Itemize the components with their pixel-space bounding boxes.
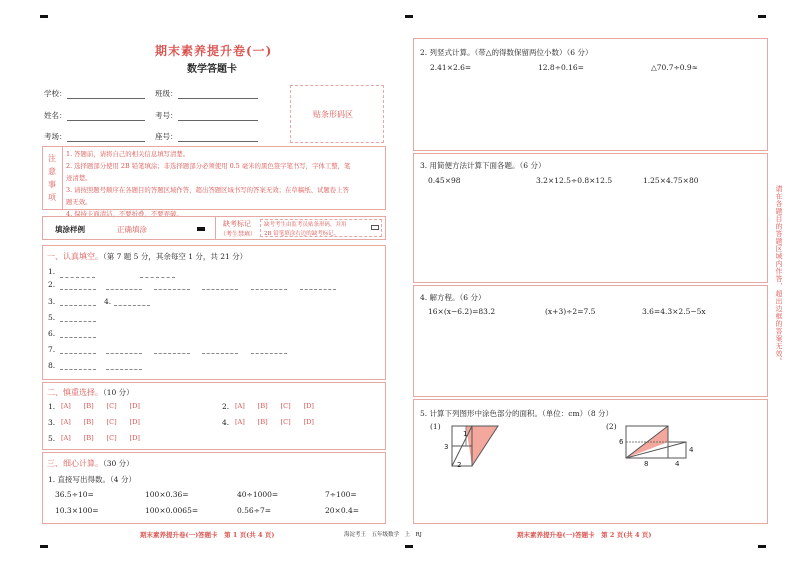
fill-example-label: 填涂样例 xyxy=(55,225,85,234)
figure-2-dim: 6 xyxy=(619,438,624,446)
figure-1-dim: 3 xyxy=(444,443,449,451)
calc-item: 20×0.4= xyxy=(325,506,360,515)
figure-1 xyxy=(438,420,508,470)
q4-title: 4. 解方程。（6 分） xyxy=(420,293,486,302)
registration-mark xyxy=(758,15,766,18)
answer-line[interactable] xyxy=(60,337,96,338)
q3-item: 1.25×4.75×80 xyxy=(643,176,699,185)
calc-item: 100×0.0065= xyxy=(145,506,199,515)
page-subtitle: 数学答题卡 xyxy=(187,64,237,75)
figure-1-label: (1) xyxy=(430,422,441,431)
footer-right: 期末素养提升卷(一)答题卡 第 2 页(共 4 页) xyxy=(517,531,652,539)
exam-no-field[interactable]: 考号： xyxy=(155,110,258,121)
answer-line[interactable] xyxy=(106,289,142,290)
q3-box xyxy=(413,153,768,283)
absent-checkbox[interactable] xyxy=(371,225,379,230)
section-3-title: 三、细心计算。 xyxy=(47,459,103,468)
q-number: 8. xyxy=(48,361,56,370)
answer-line[interactable] xyxy=(202,289,238,290)
absent-note-1: 缺考考生由监考员贴条形码，并用 xyxy=(264,222,347,228)
footer-left: 期末素养提升卷(一)答题卡 第 1 页(共 4 页) xyxy=(140,531,275,539)
q-number: 6. xyxy=(48,329,56,338)
q3-item: 0.45×98 xyxy=(428,176,461,185)
calc-item: 10.3×100= xyxy=(55,506,99,515)
answer-line[interactable] xyxy=(202,353,238,354)
q-number: 7. xyxy=(48,345,56,354)
registration-mark xyxy=(40,545,48,548)
registration-mark xyxy=(405,545,413,548)
q-number: 2. xyxy=(222,402,230,411)
name-field[interactable]: 姓名： xyxy=(44,110,145,121)
q-number: 5. xyxy=(48,434,56,443)
section-1-box xyxy=(42,245,386,380)
room-field[interactable]: 考场： xyxy=(44,131,145,142)
answer-line[interactable] xyxy=(60,369,96,370)
q2-title: 2. 列竖式计算。（带△的得数保留两位小数）（6 分） xyxy=(420,48,593,57)
figure-2-dim: 8 xyxy=(644,460,649,468)
q4-item: 3.6=4.3×2.5−5x xyxy=(642,307,706,316)
seat-field[interactable]: 座号： xyxy=(155,131,258,142)
notes-label: 注 意 事 项 xyxy=(48,154,56,202)
q3-title: 3. 用简便方法计算下面各题。（6 分） xyxy=(420,161,546,170)
q-number: 3. xyxy=(48,297,56,306)
q2-item: △70.7÷0.9≈ xyxy=(651,63,698,72)
absent-sub: （考生禁填） xyxy=(220,231,257,238)
q2-item: 12.8÷0.16= xyxy=(538,63,584,72)
fill-example-correct: 正确填涂 xyxy=(117,225,147,234)
barcode-label: 贴条形码区 xyxy=(313,110,353,119)
side-note: 请在各题目的答题区域内作答，超出边框的答案无效。 xyxy=(775,185,783,365)
choice-options[interactable]: [A] [B] [C] [D] xyxy=(235,402,314,410)
figure-2-dim: 4 xyxy=(689,446,694,454)
answer-line[interactable] xyxy=(106,353,142,354)
answer-line[interactable] xyxy=(60,321,96,322)
answer-line[interactable] xyxy=(251,289,287,290)
section-1-desc: （第 7 题 5 分，其余每空 1 分，共 21 分） xyxy=(103,252,248,261)
calc-question-1: 1. 直接写出得数。（4 分） xyxy=(48,475,136,484)
q4-item: (x+3)÷2=7.5 xyxy=(545,307,596,316)
calc-item: 7÷100= xyxy=(325,490,357,499)
answer-line[interactable] xyxy=(60,277,95,278)
q-number: 3. xyxy=(48,418,56,427)
notes-text: 1. 答题前，请将自己的相关信息填写清楚。 2. 选择题部分使用 2B 铅笔填涂；非选择题部分必须使用 0.5 毫米的黑色签字笔书写，字体工整，笔 迹清楚。 3. 请按照题号顺序在各题目的答题区域作答，超出答题区域书写的答案无效；在草稿纸、试题卷上答 题无效。 4. 保持卡面清洁，不要折叠，不要弄破。 xyxy=(66,150,351,218)
section-3-desc: （30 分） xyxy=(103,459,134,468)
absent-note-2: 2B 铅笔填涂右边的缺考标记。 xyxy=(264,231,340,237)
section-1-title: 一、认真填空。 xyxy=(47,252,103,261)
figure-1-dim: 2 xyxy=(457,461,462,469)
answer-line[interactable] xyxy=(300,289,336,290)
registration-mark xyxy=(40,15,48,18)
q-number: 4. xyxy=(104,297,112,306)
choice-options[interactable]: [A] [B] [C] [D] xyxy=(235,418,314,426)
section-2-title: 二、慎重选择。 xyxy=(47,388,103,397)
q-number: 1. xyxy=(48,267,56,276)
class-field[interactable]: 班级： xyxy=(155,88,258,99)
school-field[interactable]: 学校： xyxy=(44,88,145,99)
registration-mark xyxy=(758,545,766,548)
page-title: 期末素养提升卷(一) xyxy=(155,44,273,58)
answer-line[interactable] xyxy=(60,289,96,290)
q-number: 1. xyxy=(48,402,56,411)
q-number: 2. xyxy=(48,280,56,289)
figure-2 xyxy=(618,420,698,470)
absent-label: 缺考标记 xyxy=(223,220,251,228)
answer-line[interactable] xyxy=(154,353,190,354)
q2-item: 2.41×2.6= xyxy=(430,63,472,72)
calc-item: 100×0.36= xyxy=(145,490,189,499)
choice-options[interactable]: [A] [B] [C] [D] xyxy=(61,418,140,426)
answer-line[interactable] xyxy=(60,353,96,354)
q3-item: 3.2×12.5÷0.8×12.5 xyxy=(536,176,613,185)
section-2-desc: （10 分） xyxy=(103,388,134,397)
answer-line[interactable] xyxy=(114,305,150,306)
q-number: 5. xyxy=(48,313,56,322)
answer-line[interactable] xyxy=(154,289,190,290)
calc-item: 36.5÷10= xyxy=(55,490,94,499)
answer-line[interactable] xyxy=(106,369,142,370)
calc-item: 40÷1000= xyxy=(237,490,279,499)
choice-options[interactable]: [A] [B] [C] [D] xyxy=(61,402,140,410)
answer-line[interactable] xyxy=(140,277,175,278)
fill-example-mark xyxy=(197,227,205,231)
figure-2-label: (2) xyxy=(606,422,617,431)
footer-center: 海淀考王 五年级数学 上 RJ xyxy=(344,532,422,538)
figure-1-dim: 1 xyxy=(463,430,468,438)
answer-line[interactable] xyxy=(60,305,96,306)
q-number: 4. xyxy=(222,418,230,427)
figure-2-dim: 4 xyxy=(675,460,680,468)
answer-line[interactable] xyxy=(251,353,287,354)
calc-item: 0.56÷7= xyxy=(237,506,272,515)
q4-item: 16×(x−6.2)=83.2 xyxy=(428,307,496,316)
q5-title: 5. 计算下列图形中涂色部分的面积。（单位：cm）（8 分） xyxy=(420,409,614,418)
registration-mark xyxy=(405,15,413,18)
choice-options[interactable]: [A] [B] [C] [D] xyxy=(61,434,140,442)
